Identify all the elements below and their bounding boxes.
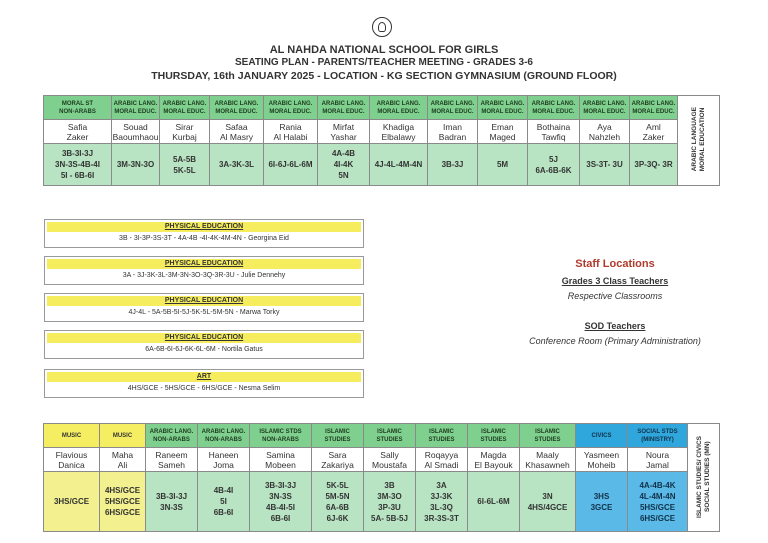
class-codes: 3B-3J	[428, 144, 478, 186]
column-header: ARABIC LANG. MORAL EDUC.	[580, 96, 630, 120]
column-header: ISLAMIC STUDIES	[520, 424, 576, 448]
column-header: ARABIC LANG. MORAL EDUC.	[318, 96, 370, 120]
pe-box-julie	[44, 256, 364, 285]
side-label: ARABIC LANGUAGE MORAL EDUCATION	[678, 96, 720, 186]
teacher-name: Raneem Sameh	[146, 448, 198, 472]
school-name: AL NAHDA NATIONAL SCHOOL FOR GIRLS	[269, 44, 499, 56]
teacher-name: Maha Ali	[100, 448, 146, 472]
grade3-location: Respective Classrooms	[567, 291, 663, 301]
top-seating-table	[43, 95, 720, 186]
column-header: ISLAMIC STUDIES	[468, 424, 520, 448]
teacher-name: Sirar Kurbaj	[160, 120, 210, 144]
class-codes: 3HS/GCE	[44, 472, 100, 532]
column-header: ARABIC LANG. MORAL EDUC.	[210, 96, 264, 120]
column-header: ARABIC LANG. NON-ARABS	[146, 424, 198, 448]
teacher-name: Safaa Al Masry	[210, 120, 264, 144]
plan-title: SEATING PLAN - PARENTS/TEACHER MEETING - GRADES 3-6	[235, 57, 533, 68]
teacher-name: Sally Moustafa	[364, 448, 416, 472]
teacher-name: Mirfat Yashar	[318, 120, 370, 144]
event-details: THURSDAY, 16th JANUARY 2025 - LOCATION - KG SECTION GYMNASIUM (GROUND FLOOR)	[151, 70, 617, 82]
teacher-name: Souad Baoumhaou	[112, 121, 159, 142]
class-codes: 4J-4L-4M-4N	[370, 144, 428, 186]
column-header: ARABIC LANG. NON-ARABS	[198, 424, 250, 448]
box-classes: 6A-6B-6I-6J-6K-6L-6M	[145, 346, 216, 353]
teacher-name: Haneen Joma	[198, 448, 250, 472]
column-header: ARABIC LANG. MORAL EDUC.	[264, 96, 318, 120]
class-codes: 3HS 3GCE	[576, 472, 628, 532]
column-header: ARABIC LANG. MORAL EDUC.	[370, 96, 428, 120]
box-teacher: - Georgina Eid	[241, 235, 289, 242]
class-codes: 3A-3K-3L	[210, 144, 264, 186]
class-codes: 6I-6L-6M	[468, 472, 520, 532]
teacher-name: Magda El Bayouk	[468, 448, 520, 472]
teacher-name: Maaly Khasawneh	[520, 448, 576, 472]
column-header: MUSIC	[44, 424, 100, 448]
grade3-heading: Grades 3 Class Teachers	[561, 276, 669, 286]
box-classes: 3A - 3J-3K-3L-3M-3N-3O-3Q-3R-3U	[122, 272, 235, 279]
box-classes: 4HS/GCE - 5HS/GCE - 6HS/GCE	[127, 385, 233, 392]
box-title: ART	[196, 373, 212, 380]
teacher-name: Roqayya Al Smadi	[416, 448, 468, 472]
box-title: PHYSICAL EDUCATION	[164, 223, 244, 230]
column-header: ARABIC LANG. MORAL EDUC.	[630, 96, 678, 120]
teacher-name: Bothaina Tawfiq	[528, 120, 580, 144]
teacher-name: Yasmeen Moheib	[576, 448, 628, 472]
teacher-name: Sara Zakariya	[312, 448, 364, 472]
art-box-nesma	[44, 369, 364, 398]
box-teacher: - Marwa Torky	[233, 309, 280, 316]
class-codes: 3P-3Q- 3R	[630, 144, 678, 186]
class-codes: 5A-5B 5K-5L	[160, 144, 210, 186]
class-codes: 3M-3N-3O	[112, 144, 160, 186]
class-codes: 5M	[478, 144, 528, 186]
class-codes: 4A-4B-4K 4L-4M-4N 5HS/GCE 6HS/GCE	[628, 472, 688, 532]
box-teacher: - Nesma Selim	[232, 385, 281, 392]
class-codes: 4HS/GCE 5HS/GCE 6HS/GCE	[100, 472, 146, 532]
pe-box-marwa	[44, 293, 364, 322]
class-codes: 3S-3T- 3U	[580, 144, 630, 186]
class-codes: 4B-4I 5I 6B-6I	[198, 472, 250, 532]
box-teacher: - Nortila Gatus	[215, 346, 263, 353]
class-codes: 6I-6J-6L-6M	[264, 144, 318, 186]
column-header: MORAL ST NON-ARABS	[44, 96, 112, 120]
column-header: ARABIC LANG. MORAL EDUC.	[478, 96, 528, 120]
class-codes: 3B-3I-3J 3N-3S-4B-4I 5I - 6B-6I	[44, 144, 112, 186]
box-title: PHYSICAL EDUCATION	[164, 334, 244, 341]
side-label: ISLAMIC STUDIES/ CIVICS SOCIAL STUDIES (MN)	[688, 424, 720, 532]
class-codes: 4A-4B 4I-4K 5N	[318, 144, 370, 186]
class-codes: 5J 6A-6B-6K	[528, 144, 580, 186]
column-header: ARABIC LANG. MORAL EDUC.	[112, 96, 160, 120]
teacher-name: Aya Nahzleh	[580, 120, 630, 144]
teacher-name: Samina Mobeen	[250, 448, 312, 472]
teacher-name: Aml Zaker	[630, 120, 678, 144]
pe-box-nortila	[44, 330, 364, 359]
column-header: ISLAMIC STDS NON-ARABS	[250, 424, 312, 448]
teacher-name: Flavious Danica	[44, 448, 100, 472]
class-codes: 3B-3I-3J 3N-3S	[146, 472, 198, 532]
column-header: ARABIC LANG. MORAL EDUC.	[160, 96, 210, 120]
staff-locations-title: Staff Locations	[575, 258, 655, 270]
pe-box-georgina	[44, 219, 364, 248]
teacher-name: Rania Al Halabi	[264, 120, 318, 144]
sod-location: Conference Room (Primary Administration)	[529, 336, 701, 346]
box-title: PHYSICAL EDUCATION	[164, 297, 244, 304]
column-header: ARABIC LANG. MORAL EDUC.	[428, 96, 478, 120]
column-header: SOCIAL STDS (MINISTRY)	[628, 424, 688, 448]
column-header: ISLAMIC STUDIES	[416, 424, 468, 448]
teacher-name: Safia Zaker	[44, 120, 112, 144]
class-codes: 3B-3I-3J 3N-3S 4B-4I-5I 6B-6I	[250, 472, 312, 532]
teacher-name: Eman Maged	[478, 120, 528, 144]
teacher-name: Khadiga Elbalawy	[370, 120, 428, 144]
teacher-name: Noura Jamal	[628, 448, 688, 472]
school-crest-icon	[372, 17, 392, 37]
box-title: PHYSICAL EDUCATION	[164, 260, 244, 267]
bottom-seating-table	[43, 423, 720, 532]
column-header: ISLAMIC STUDIES	[312, 424, 364, 448]
box-classes: 4J-4L - 5A-5B-5I-5J-5K-5L-5M-5N	[128, 309, 234, 316]
column-header: CIVICS	[576, 424, 628, 448]
class-codes: 3A 3J-3K 3L-3Q 3R-3S-3T	[416, 472, 468, 532]
teacher-name: Iman Badran	[428, 120, 478, 144]
column-header: ISLAMIC STUDIES	[364, 424, 416, 448]
column-header: MUSIC	[100, 424, 146, 448]
box-classes: 3B - 3I-3P-3S-3T - 4A-4B -4I-4K-4M-4N	[119, 235, 242, 242]
column-header: ARABIC LANG. MORAL EDUC.	[528, 96, 580, 120]
box-teacher: - Julie Dennehy	[234, 272, 286, 279]
sod-heading: SOD Teachers	[584, 321, 646, 331]
class-codes: 3B 3M-3O 3P-3U 5A- 5B-5J	[364, 472, 416, 532]
class-codes: 5K-5L 5M-5N 6A-6B 6J-6K	[312, 472, 364, 532]
class-codes: 3N 4HS/4GCE	[520, 472, 576, 532]
